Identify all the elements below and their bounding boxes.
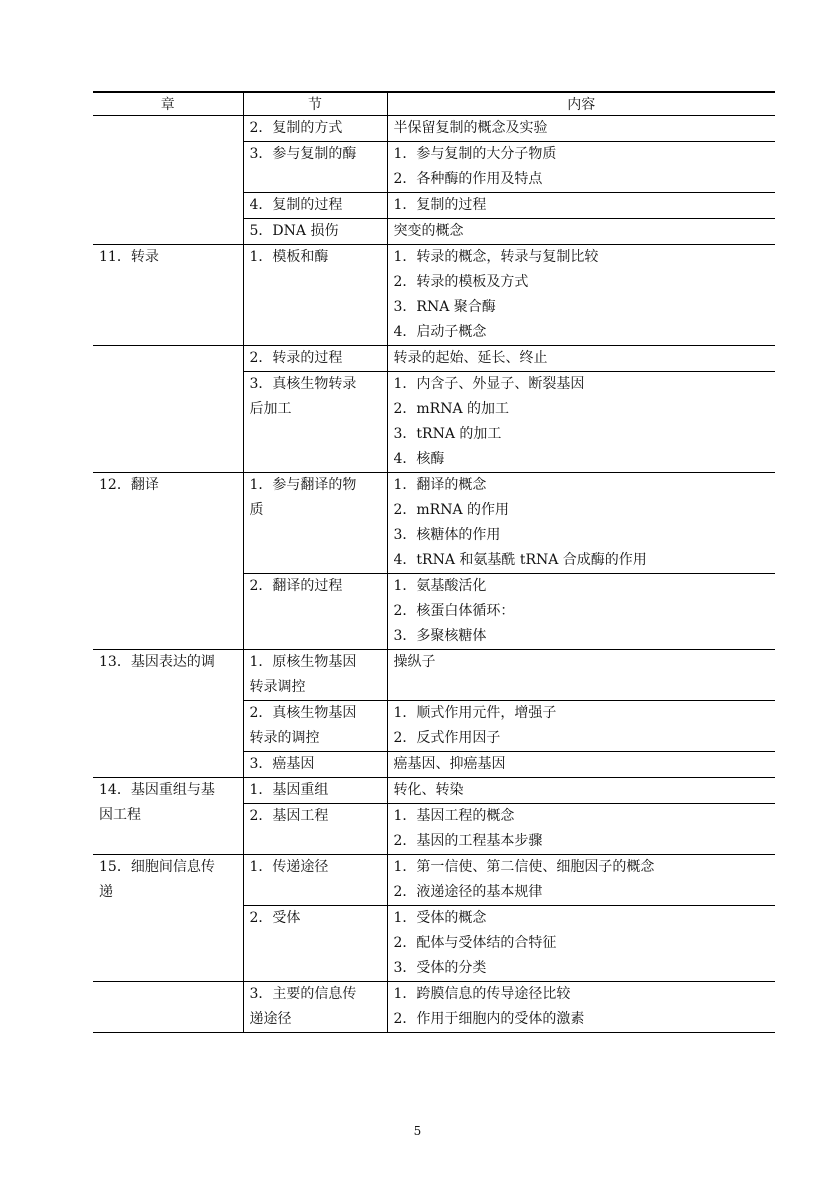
section-cell xyxy=(243,142,387,193)
content-line: 1．第一信使、第二信使、细胞因子的概念 xyxy=(393,859,655,875)
section-cell xyxy=(243,650,387,701)
content-cell xyxy=(387,473,775,574)
content-line: 1．受体的概念 xyxy=(393,910,487,926)
content-line: 1．复制的过程 xyxy=(393,197,487,213)
content-line: 4．核酶 xyxy=(393,451,445,467)
content-line: 1．参与复制的大分子物质 xyxy=(393,146,557,162)
section-cell xyxy=(243,752,387,778)
section-cell xyxy=(243,701,387,752)
chapter-cell xyxy=(93,116,243,245)
header-chapter: 章 xyxy=(93,92,243,116)
content-line: 2．各种酶的作用及特点 xyxy=(393,171,543,187)
content-line: 2．基因的工程基本步骤 xyxy=(393,833,543,849)
content-cell xyxy=(387,804,775,855)
section-line: 1．模板和酶 xyxy=(249,249,329,265)
chapter-cell xyxy=(93,473,243,650)
section-line: 1．原核生物基因 xyxy=(249,654,357,670)
content-line: 2．配体与受体结的合特征 xyxy=(393,935,557,951)
content-line: 转化、转染 xyxy=(393,782,464,798)
content-line: 2．液递途径的基本规律 xyxy=(393,884,543,900)
section-line: 后加工 xyxy=(249,401,292,417)
section-line: 3．主要的信息传 xyxy=(249,986,357,1002)
section-cell xyxy=(243,372,387,473)
chapter-cell xyxy=(93,982,243,1033)
chapter-cell xyxy=(93,346,243,473)
chapter-line: 12．翻译 xyxy=(99,477,159,493)
content-line: 2．作用于细胞内的受体的激素 xyxy=(393,1011,585,1027)
chapter-cell xyxy=(93,778,243,855)
table-row xyxy=(93,245,775,346)
content-line: 4．tRNA 和氨基酰 tRNA 合成酶的作用 xyxy=(393,552,647,568)
content-cell xyxy=(387,142,775,193)
content-line: 1．顺式作用元件，增强子 xyxy=(393,705,557,721)
content-cell xyxy=(387,116,775,142)
table-row xyxy=(93,778,775,804)
section-line: 1．参与翻译的物 xyxy=(249,477,357,493)
section-line: 质 xyxy=(249,502,264,518)
section-cell xyxy=(243,473,387,574)
content-line: 半保留复制的概念及实验 xyxy=(393,120,548,136)
content-line: 2．反式作用因子 xyxy=(393,730,501,746)
content-line: 3．多聚核糖体 xyxy=(393,628,487,644)
section-line: 3．参与复制的酶 xyxy=(249,146,357,162)
table-row xyxy=(93,855,775,906)
section-line: 2．基因工程 xyxy=(249,808,329,824)
content-line: 1．跨膜信息的传导途径比较 xyxy=(393,986,571,1002)
section-line: 4．复制的过程 xyxy=(249,197,343,213)
content-line: 2．转录的模板及方式 xyxy=(393,274,529,290)
content-cell xyxy=(387,372,775,473)
content-cell xyxy=(387,219,775,245)
content-line: 2．mRNA 的作用 xyxy=(393,502,510,518)
content-line: 4．启动子概念 xyxy=(393,324,487,340)
section-line: 1．基因重组 xyxy=(249,782,329,798)
content-cell xyxy=(387,574,775,650)
section-cell xyxy=(243,778,387,804)
section-line: 2．真核生物基因 xyxy=(249,705,357,721)
syllabus-table xyxy=(93,91,775,1033)
header-content: 内容 xyxy=(387,92,775,116)
content-cell xyxy=(387,701,775,752)
content-line: 3．核糖体的作用 xyxy=(393,527,501,543)
content-cell xyxy=(387,778,775,804)
section-line: 2．转录的过程 xyxy=(249,350,343,366)
section-line: 2．复制的方式 xyxy=(249,120,343,136)
page-number: 5 xyxy=(413,1124,422,1138)
content-line: 1．翻译的概念 xyxy=(393,477,487,493)
content-cell xyxy=(387,245,775,346)
content-cell xyxy=(387,650,775,701)
section-cell xyxy=(243,906,387,982)
content-line: 3．RNA 聚合酶 xyxy=(393,299,496,315)
content-line: 3．tRNA 的加工 xyxy=(393,426,502,442)
content-line: 操纵子 xyxy=(393,654,436,670)
section-cell xyxy=(243,804,387,855)
chapter-line: 13．基因表达的调 xyxy=(99,654,215,670)
section-cell xyxy=(243,245,387,346)
content-line: 2．核蛋白体循环： xyxy=(393,603,515,619)
content-line: 3．受体的分类 xyxy=(393,960,487,976)
content-line: 1．内含子、外显子、断裂基因 xyxy=(393,376,585,392)
section-cell xyxy=(243,982,387,1033)
chapter-line: 11．转录 xyxy=(99,249,159,265)
section-line: 递途径 xyxy=(249,1011,292,1027)
table-row xyxy=(93,473,775,574)
content-line: 转录的起始、延长、终止 xyxy=(393,350,548,366)
content-cell xyxy=(387,752,775,778)
content-cell xyxy=(387,982,775,1033)
section-line: 5．DNA 损伤 xyxy=(249,223,339,239)
section-line: 1．传递途径 xyxy=(249,859,329,875)
section-line: 2．翻译的过程 xyxy=(249,578,343,594)
table-row xyxy=(93,346,775,372)
chapter-line: 14．基因重组与基 xyxy=(99,782,215,798)
content-cell xyxy=(387,346,775,372)
section-cell xyxy=(243,855,387,906)
content-line: 突变的概念 xyxy=(393,223,464,239)
section-cell xyxy=(243,116,387,142)
content-cell xyxy=(387,193,775,219)
content-cell xyxy=(387,855,775,906)
table-row xyxy=(93,982,775,1033)
table-row xyxy=(93,116,775,142)
content-cell xyxy=(387,906,775,982)
chapter-line: 递 xyxy=(99,884,113,900)
header-section: 节 xyxy=(243,92,387,116)
table-row xyxy=(93,650,775,701)
content-line: 1．基因工程的概念 xyxy=(393,808,515,824)
table-body xyxy=(93,116,775,1033)
section-cell xyxy=(243,574,387,650)
section-cell xyxy=(243,346,387,372)
section-line: 3．癌基因 xyxy=(249,756,315,772)
chapter-line: 15．细胞间信息传 xyxy=(99,859,215,875)
section-line: 2．受体 xyxy=(249,910,301,926)
content-line: 1．氨基酸活化 xyxy=(393,578,487,594)
chapter-cell xyxy=(93,855,243,982)
section-line: 转录的调控 xyxy=(249,730,320,746)
chapter-cell xyxy=(93,650,243,778)
section-cell xyxy=(243,193,387,219)
table-header-row xyxy=(93,92,775,116)
chapter-line: 因工程 xyxy=(99,807,141,823)
section-line: 3．真核生物转录 xyxy=(249,376,357,392)
chapter-cell xyxy=(93,245,243,346)
content-line: 2．mRNA 的加工 xyxy=(393,401,510,417)
section-cell xyxy=(243,219,387,245)
content-line: 1．转录的概念，转录与复制比较 xyxy=(393,249,599,265)
content-line: 癌基因、抑癌基因 xyxy=(393,756,506,772)
section-line: 转录调控 xyxy=(249,679,306,695)
